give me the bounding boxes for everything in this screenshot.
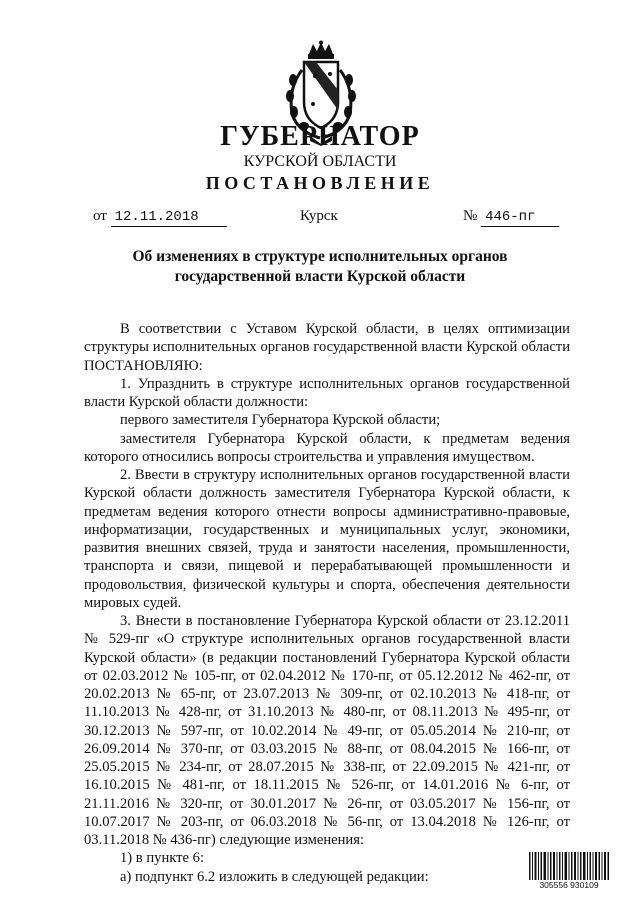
clause-1-item-a: первого заместителя Губернатора Курской области;: [120, 412, 441, 429]
document-type: ПОСТАНОВЛЕНИЕ: [205, 173, 435, 193]
subject-line-2: государственной власти Курской области: [174, 268, 466, 285]
subject-line-1: Об изменениях в структуре исполнительных органов: [132, 248, 508, 265]
document-date: [93, 207, 227, 227]
clause-2: 2. Ввести в структуру исполнительных органов государственной власти Курской области должность заместителя Губернатора Курской области, к предметам ведения которого отнести вопросы административно-правовые, информатизации, государственных и муниципальных услуг, экономики, развития внешних связей, труда и занятости населения, промышленности, транспорта и связи, пищевой и перерабатывающей промышленности и продовольствия, физической культуры и спорта, обеспечения деятельности мировых судей.: [84, 467, 570, 611]
issuer-region: КУРСКОЙ ОБЛАСТИ: [243, 153, 397, 170]
clause-1: 1. Упразднить в структуре исполнительных органов государственной власти Курской области должности:: [84, 375, 570, 410]
clause-3-subitem-a: а) подпункт 6.2 изложить в следующей редакции:: [120, 868, 429, 885]
barcode-number: 305556 930109: [528, 880, 610, 890]
issuer-title: ГУБЕРНАТОР: [220, 121, 420, 152]
number-value: 446-пг: [481, 208, 559, 227]
preamble-paragraph: В соответствии с Уставом Курской области, в целях оптимизации структуры исполнительных органов государственной власти Курской области ПОСТАНОВЛЯЮ:: [84, 321, 570, 374]
clause-3-subitem-1: 1) в пункте 6:: [120, 850, 205, 867]
document-number: [463, 207, 559, 227]
number-prefix: №: [463, 208, 478, 224]
date-prefix: от: [93, 208, 107, 224]
document-body: [84, 320, 570, 886]
date-value: 12.11.2018: [111, 208, 227, 227]
clause-3: 3. Внести в постановление Губернатора Курской области от 23.12.2011 № 529-пг «О структуре исполнительных органов государственной власти Курской области» (в редакции постановлений Губернатора Курской области от 02.03.2012 № 105-пг, от 02.04.2012 № 170-пг, от 05.12.2012 № 462-пг, от 20.02.2013 № 65-пг, от 23.07.2013 № 309-пг, от 02.10.2013 № 418-пг, от 11.10.2013 № 428-пг, от 31.10.2013 № 480-пг, от 08.11.2013 № 495-пг, от 30.12.2013 № 597-пг, от 10.02.2014 № 49-пг, от 05.05.2014 № 210-пг, от 26.09.2014 № 370-пг, от 03.03.2015 № 88-пг, от 08.04.2015 № 166-пг, от 25.05.2015 № 234-пг, от 28.07.2015 № 338-пг, от 22.09.2015 № 421-пг, от 16.10.2015 № 481-пг, от 18.11.2015 № 526-пг, от 14.01.2016 № 6-пг, от 21.11.2016 № 320-пг, от 30.01.2017 № 26-пг, от 03.05.2017 № 156-пг, от 10.07.2017 № 203-пг, от 06.03.2018 № 56-пг, от 13.04.2018 № 126-пг, от 03.11.2018 № 436-пг) следующие изменения:: [84, 613, 570, 848]
clause-1-item-b: заместителя Губернатора Курской области, к предметам ведения которого относились вопросы строительства и управления имуществом.: [84, 430, 570, 465]
document-subject: [60, 247, 580, 287]
document-city: Курск: [300, 208, 338, 224]
